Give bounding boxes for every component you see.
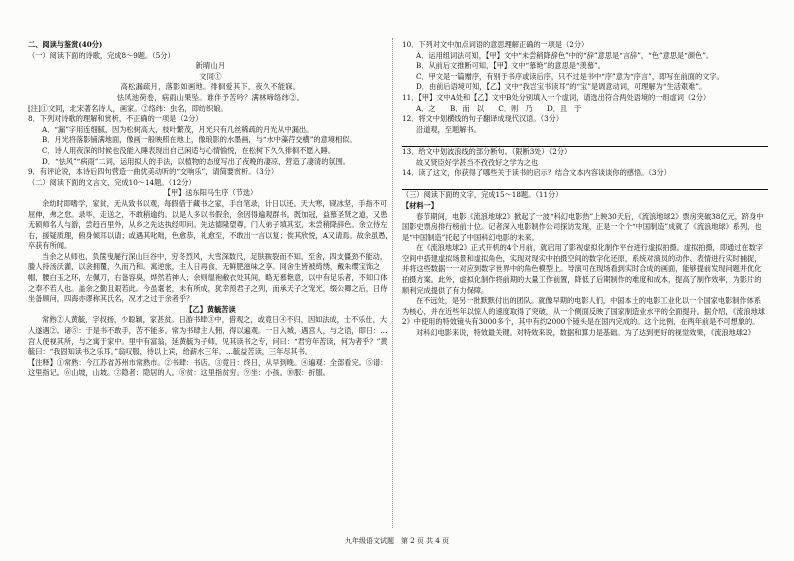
q11-options: A．之 B．而 以 C．则 乃 D．且 于 bbox=[416, 103, 582, 113]
material-paragraph: 在不远处，是另一批默默付出的团队。就像早期的电影人们，中国本土的电影工业化以一个国家电影制作体系为核心，并在近些年以惊人的速度取得了突破，从一个侧面反映了国家制造业水平的全面提升。据介绍，《流浪地球2》中使用的特效镜头有3000多个，其中有约2000个镜头是在国内完成的。这个比例，在两年前是不可想象的。 bbox=[402, 296, 765, 327]
q12-sentence: 沿道观，至题解书。 bbox=[416, 124, 481, 134]
left-column bbox=[28, 40, 393, 379]
material-paragraph: 对科幻电影来说，特效最关键。对特效来说，数据和算力是基础。为了达到更好的视觉效果，《流浪地球2》 bbox=[416, 328, 755, 338]
q13-sentence: 故又贤臣好学甚当不孜孜好之学为之也 bbox=[416, 157, 539, 167]
passage-yi-title: 【乙】黄毓苦读 bbox=[185, 304, 236, 314]
option: B．从前后文推断可知，【甲】文中“慕艳”的意思是“羡慕”。 bbox=[416, 61, 605, 71]
question-8: 8．下列对诗歌的理解和赏析，不正确的一项是（2分） bbox=[28, 114, 203, 124]
question-14: 14．读了这文，你获得了哪些关于读书的启示？结合文本内容谈谈你的感悟。（3分） bbox=[402, 168, 671, 178]
option: D．由前后语境可知，【乙】文中“我岂宝书读耳”的“宝”是调意动词，可理解为“生活艰难”。 bbox=[416, 82, 707, 92]
notes: 【注释】①常熟：今江苏省苏州市常熟市。②书肆：书店。③竟日：终日，从早到晚。④遍观：全部看完。⑤谱：这里指记。⑥山坡，山坡。⑦隐者：隐居的人。⑧贫：这里指贫穷。⑨坐：小孩。⑩服：折服。 bbox=[28, 357, 388, 378]
answer-line[interactable] bbox=[402, 135, 768, 147]
material-paragraph: 在《流浪地球2》正式开机的4个月前，就启用了影视虚拟化制作平台进行虚拟拍摄。虚拟拍摄，即通过在数字空间中搭建虚拟场景和虚拟角色，实现对现实中拍摄空间的数字化还原，系统对演员的动作、表情进行实时捕捉，并将这些数据一一对应到数字世界中的角色模型上。导演可在现场看到实时合成的画面，能够提前发现问题并优化拍摄方案。此外，虚拟化制作将前期的大量工作前置，降低了后期制作的难度和成本，提高了制作效率，为影片的顺利完成提供了有力保障。 bbox=[402, 243, 763, 295]
option: D．“怯风”“病雨”二词，运用拟人的手法，以植物的态度写出了夜晚的凄凉，营造了凄清的氛围。 bbox=[42, 156, 350, 166]
classical-intro: （二）阅读下面的文言文，完成10～14题。（12分） bbox=[28, 177, 196, 187]
modern-intro: （三）阅读下面的文字，完成15～18题。（11分） bbox=[402, 190, 563, 200]
question-11: 11．【甲】文中A处和【乙】文中B处分别填入一个虚词，请选出符合两处语境的一组虚词（2分） bbox=[402, 92, 711, 102]
section-title: 二、阅读与鉴赏(40分) bbox=[28, 40, 103, 49]
q8-options bbox=[28, 125, 393, 167]
right-column bbox=[402, 40, 768, 339]
poem-title: 新晴山月 bbox=[195, 61, 226, 71]
question-9: 9．有评论说，本诗后四句营造一曲优美动听的“交响乐”，请简要赏析。（3分） bbox=[28, 167, 279, 177]
question-13: 13．给文中划波浪线的部分断句。（限断3处）（2分） bbox=[402, 146, 572, 156]
question-12: 12．将文中划横线的句子翻译成现代汉语。（3分） bbox=[402, 114, 564, 124]
answer-line[interactable] bbox=[402, 179, 768, 191]
passage-jia-paragraph: 余幼时即嗜学，家贫，无从致书以观，每假借于藏书之家，手自笔录，计日以还。天大寒，砚冰坚，手指不可屈伸，弗之怠。录毕，走送之，不敢稍逾约。以是人多以书假余，余因得遍观群书。既加冠，益慕圣贤之道，又患无硕师名人与游，尝趋百里外，从乡之先达执经叩问。先达德隆望尊，门人弟子填其室，未尝稍降辞色。余立侍左右，援疑质理，俯身倾耳以请；或遇其叱咄，色愈恭，礼愈至，不敢出一言以复；俟其欣悦，A又请焉。故余虽愚，卒获有所闻。 bbox=[28, 198, 393, 251]
poem-author: 文同① bbox=[199, 71, 222, 81]
option: C．甲文是一篇赠序，有别于书序或读后序，只不过是书中“序”意为“序言”，即写在前面的文字。 bbox=[416, 71, 724, 81]
poem-note: [注]①文同，北宋著名诗人，画家。②络纬：虫名，即纺织娘。 bbox=[28, 103, 228, 113]
question-10: 10．下列对文中加点词语的意思理解正确的一项是（2分） bbox=[402, 40, 589, 49]
poem-line: 高松漏疏月，落影如画地。徘徊爱其下，夜久不能寐。 bbox=[120, 82, 301, 92]
passage-yi-paragraph: 常熟②人黄毓，字叔扬，少聪颖，家甚贫。日游书肆③中，借观之，或竟日④不归，因如法成，士不乐仕，大人遂遇②。诸⑤：于是书不敢手，苦不能多。常为书肆主人佣，得以遍观。一日入城，遇宫人，与之语，即日：…宫人使视其所，与之寓于家中。里中有富翁，延黄毓为子师，见其读书之专，问曰：“君穷年苦读，何为者乎？”黄毓曰：“我固知读书之乐耳。”翁叹服，待以上宾，给薪水三年。…毓益苦读，三年尽其书。 bbox=[28, 315, 388, 357]
material-paragraph: 春节期间，电影《流浪地球2》掀起了一波“科幻电影热”上映30天后，《流浪地球2》票房突破38亿元，跻身中国影史票房排行榜前十位。记者深入电影制作公司探访发现，正是一个个“中国制造”成就了《流浪地球》系列，也是“中国制造”托起了中国科幻电影的未来。 bbox=[402, 211, 764, 242]
material-1-label: 【材料一】 bbox=[402, 200, 438, 210]
poem-line: 怯风池荷卷，病雨山果坠。谁伴予苦吟？满林啼络纬②。 bbox=[116, 92, 305, 102]
option: C．诗人用夜深的时候也没能入睡表现出自己闲适与心情愉悦，在松树下久久徘徊不愿入睡。 bbox=[42, 145, 336, 155]
option: B．月光将落影铺满地面，像画一般映照在地上，像琅影的水墨画，与“水中藻荇交横”的意境相似。 bbox=[42, 135, 357, 145]
q10-options bbox=[402, 51, 768, 93]
passage-jia-title: 【甲】送东阳马生序（节选） bbox=[163, 188, 258, 198]
passage-jia-paragraph: 当余之从师也，负箧曳屣行深山巨谷中，穷冬烈风，大雪深数尺，足肤皲裂而不知。至舍，四支僵劲不能动，媵人持汤沃灌，以衾拥覆，久而乃和。寓逆旅，主人日再食，无鲜肥滋味之享。同舍生皆被绮绣，戴朱缨宝饰之帽，腰白玉之环，左佩刀，右备容臭，烨然若神人；余则缊袍敝衣处其间，略无慕艳意，以中有足乐者，不知口体之奉不若人也。盖余之勤且艰若此。今虽耄老，未有所成，犹幸预君子之列，而承天子之宠光，缀公卿之后，日侍坐备顾问，四海亦谬称其氏名，况才之过于余者乎？ bbox=[28, 251, 388, 304]
poem-intro: （一）阅读下面的诗歌，完成8～9题。（5分） bbox=[28, 50, 175, 60]
option: A．“漏”字用连细腻，因为松树高大，枝叶繁茂，月光只有几丝稀疏的月光从中漏出。 bbox=[42, 124, 314, 134]
page-footer: 九年级语文试题 第 2 页 共 4 页 bbox=[344, 537, 450, 545]
option: A．运用组词法可知，【甲】文中“未尝稍降辞色”中的“辞”意思是“言辞”，“色”意思是“颜色”。 bbox=[416, 50, 714, 60]
